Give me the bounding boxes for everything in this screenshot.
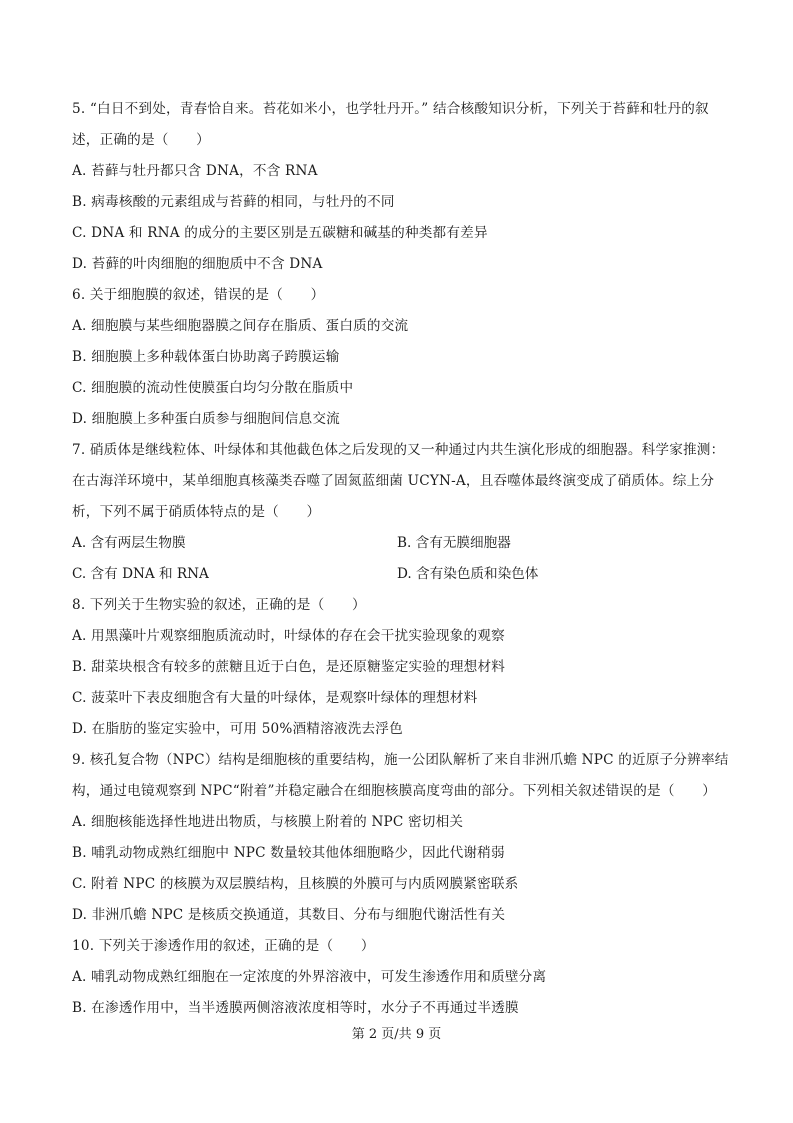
question-9-option-a: A. 细胞核能选择性地进出物质，与核膜上附着的 NPC 密切相关 (72, 814, 464, 830)
question-7-option-a: A. 含有两层生物膜 (72, 535, 186, 551)
question-5-option-c: C. DNA 和 RNA 的成分的主要区别是五碳糖和碱基的种类都有差异 (72, 225, 488, 241)
question-7-stem-line-3: 析，下列不属于硝质体特点的是（ ） (72, 504, 321, 520)
question-9-stem-line-1: 9. 核孔复合物（NPC）结构是细胞核的重要结构，施一公团队解析了来自非洲爪蟾 NPC 的近原子分辨率结 (72, 752, 729, 768)
question-9-option-d: D. 非洲爪蟾 NPC 是核质交换通道，其数目、分布与细胞代谢活性有关 (72, 907, 506, 923)
question-5-option-b: B. 病毒核酸的元素组成与苔藓的相同，与牡丹的不同 (72, 194, 395, 210)
question-6-option-c: C. 细胞膜的流动性使膜蛋白均匀分散在脂质中 (72, 380, 354, 396)
question-6-option-d: D. 细胞膜上多种蛋白质参与细胞间信息交流 (72, 411, 340, 427)
question-7-option-b: B. 含有无膜细胞器 (397, 535, 511, 551)
question-10-stem: 10. 下列关于渗透作用的叙述，正确的是（ ） (72, 938, 375, 954)
question-10-option-a: A. 哺乳动物成熟红细胞在一定浓度的外界溶液中，可发生渗透作用和质壁分离 (72, 969, 547, 985)
question-8-option-d: D. 在脂肪的鉴定实验中，可用 50%酒精溶液洗去浮色 (72, 721, 403, 737)
question-7-options-row-1 (72, 528, 734, 559)
question-7-stem-line-1: 7. 硝质体是继线粒体、叶绿体和其他截色体之后发现的又一种通过内共生演化形成的细胞器。科学家推测： (72, 442, 725, 458)
question-9-stem-line-2: 构，通过电镜观察到 NPC“附着”并稳定融合在细胞核膜高度弯曲的部分。下列相关叙述错误的是（ ） (72, 783, 716, 799)
question-5-option-d: D. 苔藓的叶肉细胞的细胞质中不含 DNA (72, 256, 323, 272)
question-5-stem-line-1: 5. “白日不到处，青春恰自来。苔花如米小，也学牡丹开。” 结合核酸知识分析，下列关于苔藓和牡丹的叙 (72, 101, 709, 117)
question-6-option-a: A. 细胞膜与某些细胞器膜之间存在脂质、蛋白质的交流 (72, 318, 409, 334)
question-6-stem: 6. 关于细胞膜的叙述，错误的是（ ） (72, 287, 325, 303)
question-8-option-b: B. 甜菜块根含有较多的蔗糖且近于白色，是还原糖鉴定实验的理想材料 (72, 659, 506, 675)
questions-section (72, 94, 734, 1024)
page-number-label: 第 2 页/共 9 页 (351, 1027, 442, 1042)
question-7-stem-line-2: 在古海洋环境中，某单细胞真核藻类吞噬了固氮蓝细菌 UCYN-A，且吞噬体最终演变成了硝质体。综上分 (72, 473, 715, 489)
question-5-stem-line-2: 述，正确的是（ ） (72, 132, 210, 148)
question-9-option-c: C. 附着 NPC 的核膜为双层膜结构，且核膜的外膜可与内质网膜紧密联系 (72, 876, 519, 892)
question-7-option-d: D. 含有染色质和染色体 (397, 566, 539, 582)
question-8-option-a: A. 用黑藻叶片观察细胞质流动时，叶绿体的存在会干扰实验现象的观察 (72, 628, 505, 644)
question-10-option-b: B. 在渗透作用中，当半透膜两侧溶液浓度相等时，水分子不再通过半透膜 (72, 1000, 519, 1016)
question-7-options-row-2 (72, 559, 734, 590)
question-7-option-c: C. 含有 DNA 和 RNA (72, 566, 209, 582)
question-8-option-c: C. 菠菜叶下表皮细胞含有大量的叶绿体，是观察叶绿体的理想材料 (72, 690, 478, 706)
question-9-option-b: B. 哺乳动物成熟红细胞中 NPC 数量较其他体细胞略少，因此代谢稍弱 (72, 845, 505, 861)
question-6-option-b: B. 细胞膜上多种载体蛋白协助离子跨膜运输 (72, 349, 340, 365)
question-8-stem: 8. 下列关于生物实验的叙述，正确的是（ ） (72, 597, 366, 613)
page-footer (0, 1026, 793, 1044)
question-5-option-a: A. 苔藓与牡丹都只含 DNA，不含 RNA (72, 163, 318, 179)
